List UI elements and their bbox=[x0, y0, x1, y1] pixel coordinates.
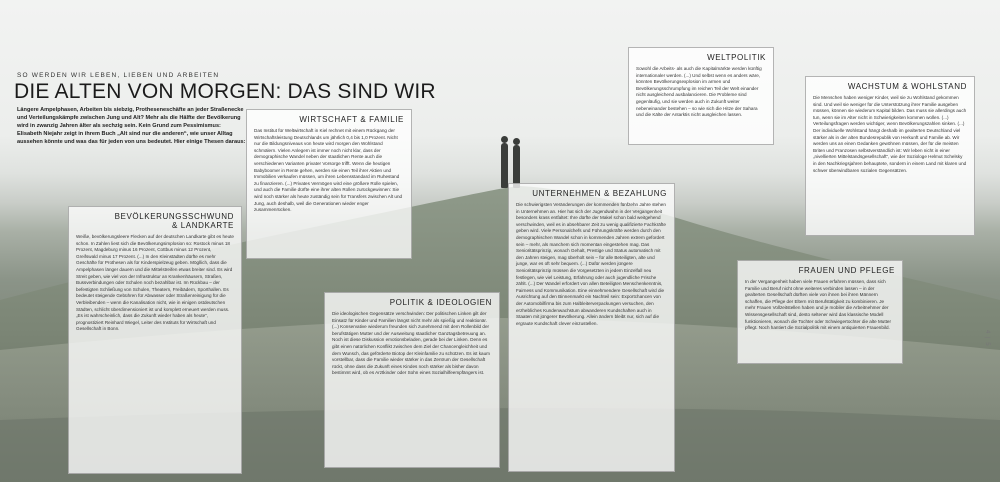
two-people-silhouette bbox=[497, 135, 527, 190]
box-title bbox=[76, 212, 234, 230]
box-title: WACHSTUM & WOHLSTAND bbox=[847, 82, 967, 91]
box-text: Die Menschen haben weniger Kinder, weil sie zu Wohlstand gekommen sind. Und weil sie weniger für die Unterstützung ihrer Familie ausgeben müssen, können sie wiederum Kapital bilden. Das muss sie allerdings auch tun, wenn sie im Alter nicht in Schwierigkeiten kommen wollen. (...) Verteilungsfragen werden wichtiger, wenn Bevölkerungszahlen sinken. (...) Der individuelle Wohlstand hängt deshalb im gealterten Deutschland viel stärker als in der alten Bundesrepublik von Herkunft und Familie ab. Wir werden uns an einen Gedanken gewöhnen müssen, der für die meisten Briten und Franzosen selbstverständlich ist: Wir leben nicht in einer „nivellierten Mittelstandsgesellschaft“, wie der Soziologe Helmut Schelsky in den Nachkriegsjahren behauptete, sondern in einem Land mit klaren und schwer überwindbaren sozialen Gegensätzen. bbox=[813, 95, 967, 173]
box-wachstum bbox=[805, 76, 975, 236]
box-title-line2: & LANDKARTE bbox=[171, 221, 234, 230]
box-wirtschaft bbox=[246, 109, 412, 259]
person-silhouette bbox=[501, 143, 508, 188]
box-text: Die ideologischen Gegensätze verschwinden: Der politischen Linken gilt der Einsatz für Kinder und Familien längst nicht mehr als spießig und reaktionär. (...) Konservative wiederum freunden sich zunehmend mit dem Rollenbild der berufstätigen Mutter und der Ausweitung staatlicher Ganztagsbetreuung an. Noch ist diese Diskussion emotionsbeladen, gerade bei der Linken. Denn es gibt einen natürlichen Konflikt zwischen dem Ziel der Chancengleichheit und dem Wunsch, das geförderte Biotop der Kleinfamilie zu schützen. Es ist kaum vorstellbar, dass die Familie wieder stärker in das Zentrum der Gesellschaft rückt, ohne dass die Zukunft eines Kindes noch stärker als bisher davon bestimmt wird, ob es Arztkinder oder Sohn eines Sozialhilfeempfängers ist. bbox=[332, 311, 490, 376]
box-title-line1: BEVÖLKERUNGSSCHWUND bbox=[114, 212, 234, 221]
box-title: UNTERNEHMEN & BEZAHLUNG bbox=[532, 189, 667, 198]
intro-text: Längere Ampelphasen, Arbeiten bis siebzig, Protheseneschäfte an jeder Straßenecke und Verteilungskämpfe zwischen Jung und Alt? Mehr als die Hälfte der Bevölkerung wird in zwanzig Jahren älter als sechzig sein. Kein Grund zum Pessimismus: Elisabeth Niejahr zeigt in ihrem Buch „Alt sind nur die anderen“, wie unser Alltag aussehen könnte und was das für jeden von uns bedeutet. Hier einige Thesen daraus: bbox=[17, 107, 246, 145]
box-text: In der Vergangenheit haben viele Frauen erfahren müssen, dass sich Familie und Beruf nicht ohne weiteres verbinden lassen – in der gealterten Gesellschaft dürften viele von ihnen bei ihren Männern schaffen, die Pflege der Eltern mit Berufstätigkeit zu kombinieren. Je mehr Frauen Vollzeitstellen haben und je mobiler die Arbeitnehmer der Wissensgesellschaft sind, desto seltener wird das klassische Modell funktionieren, wonach die Tochter oder Schwiegertochter die alte Mutter pflegt. Noch hantiert die Sozialpolitik mit einem antiquierten Frauenbild. bbox=[745, 279, 891, 331]
box-weltpolitik bbox=[628, 47, 774, 145]
box-title: POLITIK & IDEOLOGIEN bbox=[389, 298, 492, 307]
box-text: Weiße, bevölkerungsleere Flecken auf der deutschen Landkarte gibt es heute schon. In Zahlen liest sich die Bevölkerungsimplosion so: Rostock minus 18 Prozent, Magdeburg minus 16 Prozent, Cottbus minus 12 Prozent, Greifswald minus 17 Prozent. (...) In den Kleinstädten dürfte es mehr Geschäfte für Prothesen als für Kinderspielzeug geben. Mögllich, dass die Ampelphasen länger dauern und die Mittelstreifen etwas breiter sind. Es wird Streit geben, wie viel von der Infrastruktur an Krankenhäusern, Straßen, Bussverbindungen oder Schulen noch bezahlbar ist. Im Rückbau – der befestigten Schließung von Schulen, Theatern, Freibädern, Sporthallen. Es bedeutet steigende Gebühren für Abwasser oder Straßenreinigung für die Verbleibenden – wenn die Kanalisation nicht, wie in einigen ostdeutschen Städten, schlicht überdimensioniert ist und komplett erneuert werden muss. „Es ist wahrscheinlich, dass die Zukunft wieder haben als heute“, prognostiziert Reinhard Wiegel, Leiter des Instituts für Wirtschaft und Gesellschaft in Bonn. bbox=[76, 234, 234, 332]
person-silhouette bbox=[513, 145, 520, 188]
box-title: WIRTSCHAFT & FAMILIE bbox=[299, 115, 404, 124]
box-title: FRAUEN UND PFLEGE bbox=[798, 266, 895, 275]
kicker: SO WERDEN WIR LEBEN, LIEBEN UND ARBEITEN bbox=[17, 72, 220, 79]
box-text: Das Institut für Weltwirtschaft in Kiel rechnet mit einem Rückgang der Wirtschaftsleistung Deutschlands um jährlich 0,4 bis 1,0 Prozent. Nicht nur die Bildungsniveaus von heute wird morgen den Wohlstand schmälern. Vielen Anlegern ist immer noch nicht klar, dass der demographische Wandel neben der staatlichen Rente auch die verschiedenen Varianten privater Vorsorge trifft. Wenn die heutigen Babyboomer in Rente gehen, werden sie einen Teil ihrer Aktien und Immobilien verkaufen müssen, um ihren Lebensstandard im Ruhestand zu finanzieren. (...) Privates Vermögen wird eine größere Rolle spielen, und auch die Familie dürfte eine ihrer alten Rollen zurückgewinnen: Sie wird noch stärker als heute zuständig sein für Transfers zwischen Alt und Jung, auch deshalb, weil die Generationen wieder enger zusammenrücken. bbox=[254, 128, 403, 213]
box-politik bbox=[324, 292, 500, 468]
box-text: Die schwierigsten Veränderungen der kommenden fünfzehn Jahre stehen in Unternehmen an. Hier hat sich der Jugendwahn in der Vergangenheit besonders krass entfaltet: Ihre dürfte der Makel schon bald weitgehend verschwinden, weil es in absehbarer Zeit zu wenig qualifizierte Fachkräfte geben wird. Viele Personalchefs und Führungskräfte werden durch den demographischen Wandel schon in kommenden Jahren extrem gefordert sein – mehr, als manchem sich momentan eingestehen mag. Das Senioritätsprinzip, wonach Gehalt, Prestige und Status automatisch mit den Jahren steigen, mag überholt sein – für alle Beteiligten, alte und junge, war es oft sehr bequem. (...) Dafür werden jüngere Senioritätsprinzip müssen die Vorgesetzten in jedem Einzelfall neu festlegen, wie viel Leistung, Erfahrung oder auch jugendliche Frische zählt. (...) Der Wandel erfordert von allen Beteiligten Menschenkenntnis, Fairness und Kommunikation. Eine einnehmendere Gesellschaft wird die Ausrichtung auf den Binnenmarkt ein Nachteil sein: Exportchancen von der Automobilfirma bis zum Halbleiterverpackungen versuchen, den erzhebliches Kundenwachstum abwanderen Kundschaften auch in Staaten mit jüngerer Bevölkerung. Allein ändern bleibt nur, sich auf die ergraute Kundschaft clever einzustellen. bbox=[516, 202, 666, 326]
box-unternehmen bbox=[508, 183, 675, 472]
box-text: Sowohl die Arbeits- als auch die Kapitalmärkte werden künftig internationaler werden. (...) Und selbst wenn es anders wäre, könnten Bevölkerungsexplosion im armen und Bevölkerungsschrumpfung im reichen Teil der Welt einander nicht ausgleichend ausbalancieren. Die Probleme sind gegenläufig, und sie werden auch in Zukunft weiter nebeneinander bestehen – so wie sich die Hitze der Sahara und die Kälte der Antarktis nicht ausgleichen lassen. bbox=[636, 66, 762, 118]
box-frauen bbox=[737, 260, 903, 364]
box-title: WELTPOLITIK bbox=[707, 53, 766, 62]
page-number: 4 | 5 bbox=[984, 330, 990, 347]
headline: DIE ALTEN VON MORGEN: DAS SIND WIR bbox=[14, 80, 436, 103]
box-bevoelkerung bbox=[68, 206, 242, 474]
